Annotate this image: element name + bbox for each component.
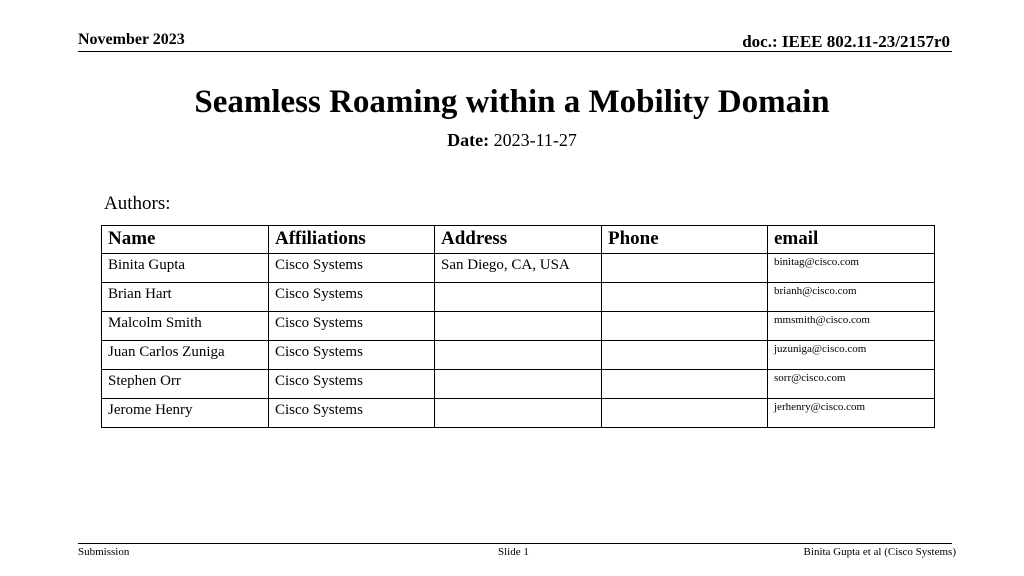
author-email: sorr@cisco.com	[768, 370, 935, 399]
author-name: Brian Hart	[102, 283, 269, 312]
header-doc-id: doc.: IEEE 802.11-23/2157r0	[742, 32, 950, 51]
author-address	[435, 370, 602, 399]
author-address	[435, 312, 602, 341]
column-header-email: email	[768, 226, 935, 254]
column-header-affiliations: Affiliations	[269, 226, 435, 254]
slide-title: Seamless Roaming within a Mobility Domain	[194, 84, 830, 120]
slide-date	[0, 130, 1024, 151]
footer-submission: Submission	[78, 546, 130, 558]
author-address	[435, 341, 602, 370]
author-affiliation: Cisco Systems	[269, 283, 435, 312]
table-row	[102, 283, 935, 312]
author-phone	[602, 254, 768, 283]
author-address: San Diego, CA, USA	[435, 254, 602, 283]
author-email: mmsmith@cisco.com	[768, 312, 935, 341]
author-email: binitag@cisco.com	[768, 254, 935, 283]
table-row	[102, 399, 935, 428]
author-affiliation: Cisco Systems	[269, 370, 435, 399]
author-name: Malcolm Smith	[102, 312, 269, 341]
date-value: 2023-11-27	[493, 130, 577, 150]
author-email: jerhenry@cisco.com	[768, 399, 935, 428]
table-row	[102, 254, 935, 283]
author-phone	[602, 370, 768, 399]
author-name: Binita Gupta	[102, 254, 269, 283]
column-header-phone: Phone	[602, 226, 768, 254]
author-email: brianh@cisco.com	[768, 283, 935, 312]
author-phone	[602, 399, 768, 428]
footer-authors: Binita Gupta et al (Cisco Systems)	[803, 546, 956, 558]
footer-divider	[78, 543, 952, 544]
author-name: Juan Carlos Zuniga	[102, 341, 269, 370]
column-header-name: Name	[102, 226, 269, 254]
author-phone	[602, 312, 768, 341]
author-address	[435, 399, 602, 428]
author-affiliation: Cisco Systems	[269, 341, 435, 370]
author-name: Jerome Henry	[102, 399, 269, 428]
author-affiliation: Cisco Systems	[269, 312, 435, 341]
table-header-row	[102, 226, 935, 254]
author-affiliation: Cisco Systems	[269, 254, 435, 283]
author-phone	[602, 283, 768, 312]
date-label: Date:	[447, 130, 490, 150]
author-affiliation: Cisco Systems	[269, 399, 435, 428]
author-address	[435, 283, 602, 312]
header-date: November 2023	[78, 31, 185, 48]
table-row	[102, 341, 935, 370]
table-row	[102, 312, 935, 341]
authors-table	[101, 225, 935, 428]
author-phone	[602, 341, 768, 370]
footer-slide-number: Slide 1	[498, 546, 529, 558]
column-header-address: Address	[435, 226, 602, 254]
header-divider	[78, 51, 952, 52]
author-email: juzuniga@cisco.com	[768, 341, 935, 370]
table-row	[102, 370, 935, 399]
authors-label: Authors:	[104, 193, 171, 214]
author-name: Stephen Orr	[102, 370, 269, 399]
